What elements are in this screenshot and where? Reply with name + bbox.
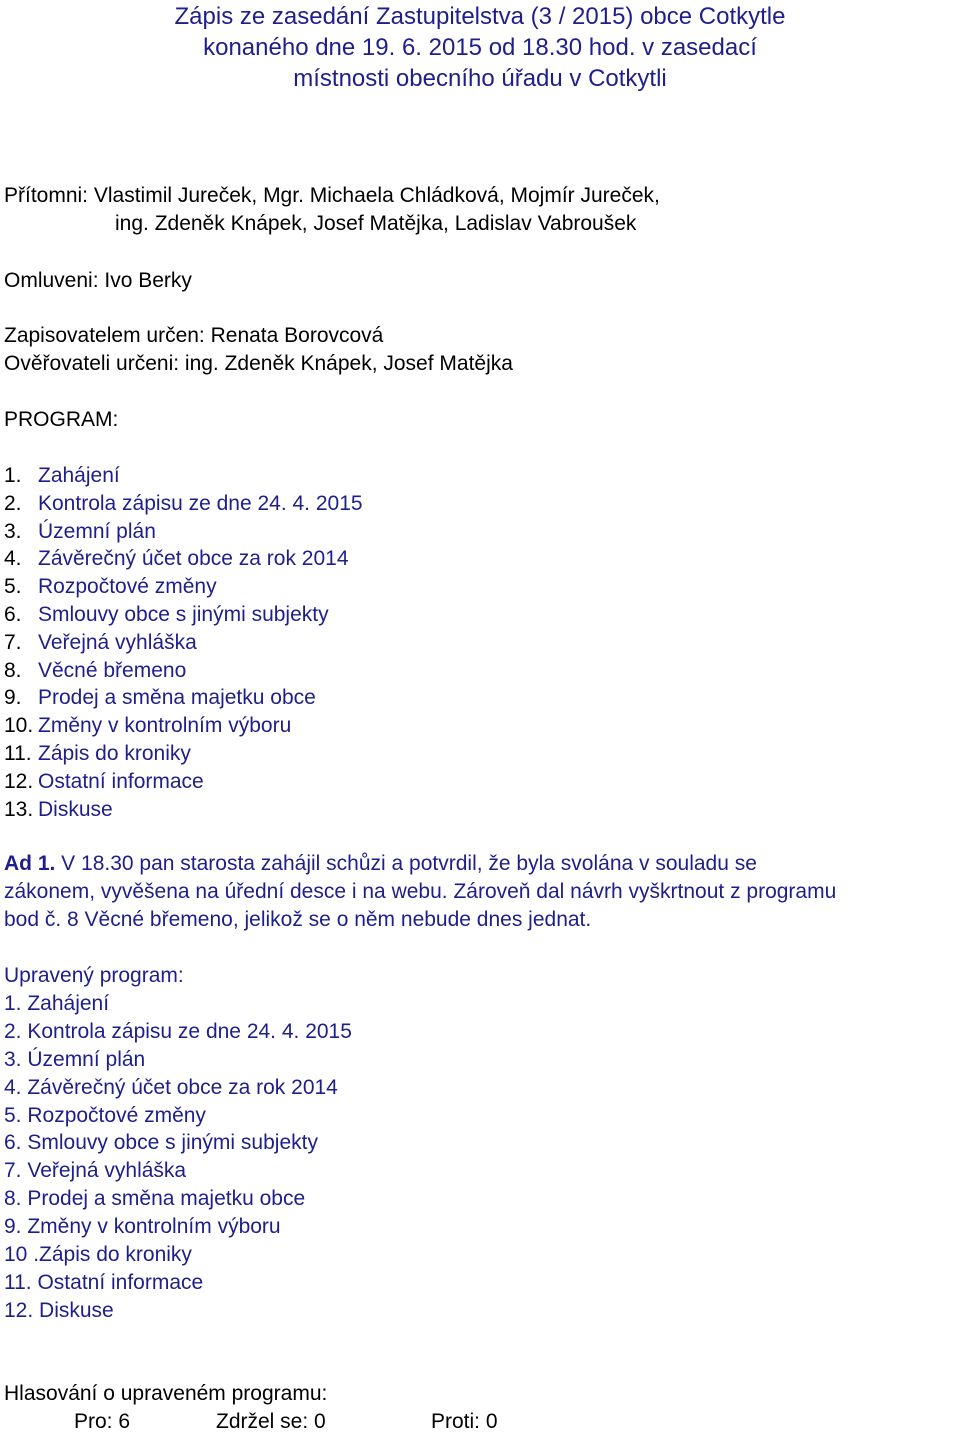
agenda-item-1-paragraph	[4, 850, 960, 934]
verifiers-line: Ověřovateli určeni: ing. Zdeněk Knápek, Josef Matějka	[4, 352, 513, 375]
program-item	[4, 573, 363, 601]
revised-program-item: 11. Ostatní informace	[4, 1270, 204, 1294]
agenda-item-label: Ad 1.	[4, 852, 56, 875]
paragraph-line: zákonem, vyvěšena na úřední desce i na webu. Zároveň dal návrh vyškrtnout z programu	[4, 880, 837, 903]
revised-program-list	[4, 990, 352, 1325]
program-item-number: 10.	[4, 714, 34, 738]
title-line-1: Zápis ze zasedání Zastupitelstva (3 / 2015) obce Cotkytle	[174, 3, 786, 30]
vote-abstain: Zdržel se: 0	[216, 1410, 326, 1433]
program-item-number: 6.	[4, 602, 22, 626]
excused-members: Omluveni: Ivo Berky	[4, 269, 192, 292]
program-item-text: Kontrola zápisu ze dne 24. 4. 2015	[38, 491, 363, 515]
vote-against: Proti: 0	[431, 1410, 498, 1433]
recorder-line: Zapisovatelem určen: Renata Borovcová	[4, 324, 384, 347]
document-title	[80, 1, 880, 94]
attendance-line-1: Přítomni: Vlastimil Jureček, Mgr. Michaela Chládková, Mojmír Jureček,	[4, 184, 660, 207]
program-item-text: Územní plán	[38, 519, 156, 543]
program-item-text: Závěrečný účet obce za rok 2014	[38, 547, 349, 571]
program-item	[4, 518, 363, 546]
program-list	[4, 462, 363, 823]
program-item-text: Diskuse	[38, 797, 113, 821]
program-item-number: 5.	[4, 575, 22, 599]
program-item	[4, 684, 363, 712]
vote-pro: Pro: 6	[74, 1410, 131, 1433]
program-item-number: 13.	[4, 797, 34, 821]
paragraph-text: V 18.30 pan starosta zahájil schůzi a potvrdil, že byla svolána v souladu se	[55, 852, 757, 875]
program-heading: PROGRAM:	[4, 408, 119, 431]
revised-program-item: 5. Rozpočtové změny	[4, 1103, 206, 1127]
program-item-number: 3.	[4, 519, 22, 543]
revised-program-item: 9. Změny v kontrolním výboru	[4, 1215, 281, 1239]
program-item	[4, 657, 363, 685]
program-item-text: Zápis do kroniky	[38, 741, 191, 765]
program-item	[4, 768, 363, 796]
program-item-number: 8.	[4, 658, 22, 682]
program-item-number: 7.	[4, 630, 22, 654]
program-item	[4, 629, 363, 657]
revised-program-heading: Upravený program:	[4, 964, 184, 987]
revised-program-item: 10 .Zápis do kroniky	[4, 1243, 192, 1267]
program-item-number: 9.	[4, 686, 22, 710]
program-item	[4, 712, 363, 740]
program-item-text: Prodej a směna majetku obce	[38, 686, 316, 710]
revised-program-item: 1. Zahájení	[4, 992, 110, 1015]
attendance-line-2: ing. Zdeněk Knápek, Josef Matějka, Ladislav Vabroušek	[115, 212, 637, 235]
program-item	[4, 490, 363, 518]
program-item-text: Věcné břemeno	[38, 658, 187, 682]
program-item-text: Smlouvy obce s jinými subjekty	[38, 602, 329, 626]
revised-program-item: 2. Kontrola zápisu ze dne 24. 4. 2015	[4, 1019, 352, 1043]
revised-program-item: 4. Závěrečný účet obce za rok 2014	[4, 1075, 338, 1099]
revised-program-item: 7. Veřejná vyhláška	[4, 1159, 187, 1183]
program-item-number: 4.	[4, 547, 22, 571]
program-item	[4, 601, 363, 629]
program-item-text: Změny v kontrolním výboru	[38, 714, 292, 738]
paragraph-line: bod č. 8 Věcné břemeno, jelikož se o něm nebude dnes jednat.	[4, 908, 592, 931]
title-line-3: místnosti obecního úřadu v Cotkytli	[293, 65, 667, 92]
program-item-number: 12.	[4, 769, 34, 793]
program-item	[4, 545, 363, 573]
program-item-text: Zahájení	[38, 464, 120, 487]
revised-program-item: 3. Územní plán	[4, 1047, 146, 1071]
revised-program-item: 6. Smlouvy obce s jinými subjekty	[4, 1131, 318, 1155]
paragraph-line	[4, 850, 960, 878]
program-item-text: Ostatní informace	[38, 769, 204, 793]
program-item-text: Rozpočtové změny	[38, 575, 217, 599]
program-item	[4, 740, 363, 768]
revised-program-item: 8. Prodej a směna majetku obce	[4, 1187, 306, 1211]
program-item-number: 11.	[4, 741, 32, 765]
vote-heading: Hlasování o upraveném programu:	[4, 1382, 328, 1405]
revised-program-item: 12. Diskuse	[4, 1298, 114, 1322]
program-item-number: 2.	[4, 491, 22, 515]
program-item-number: 1.	[4, 464, 22, 487]
program-item	[4, 796, 363, 824]
title-line-2: konaného dne 19. 6. 2015 od 18.30 hod. v zasedací	[203, 34, 757, 61]
program-item-text: Veřejná vyhláška	[38, 630, 197, 654]
program-item	[4, 462, 363, 490]
